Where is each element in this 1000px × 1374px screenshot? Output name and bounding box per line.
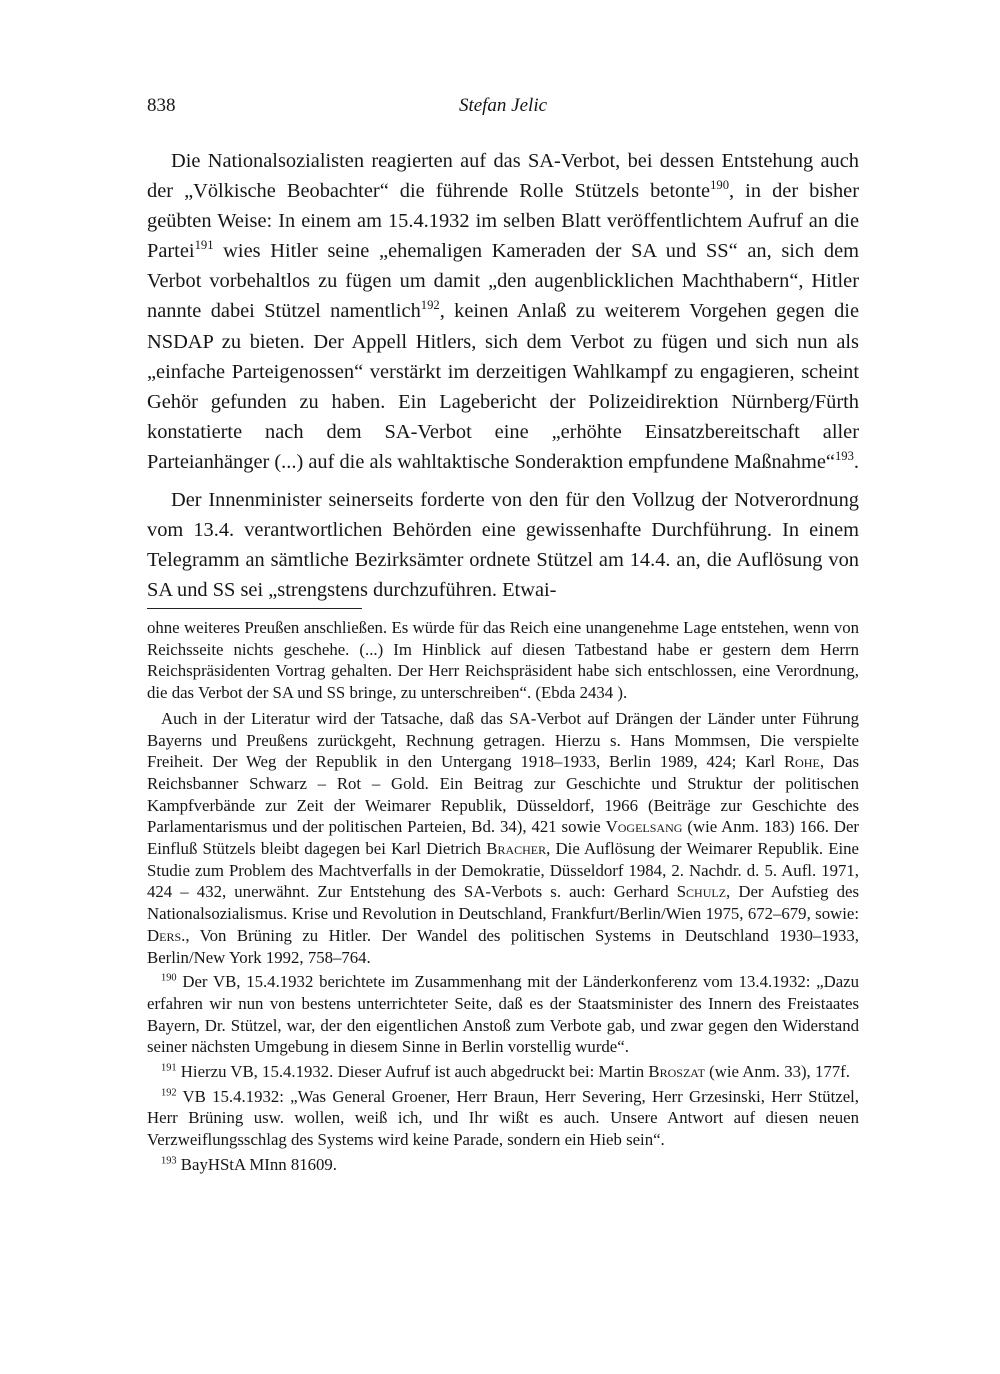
paragraph-2: Der Innenminister seinerseits forderte von den für den Vollzug der Notverordnung vom 13.4. verantwortlichen Behörden eine gewissenhafte Durchführung. In einem Telegramm an sämtliche Bezirksämter ordnete Stützel am 14.4. an, die Auflösung von SA und SS sei „strengstens durchzuführen. Etwai-: [147, 489, 859, 602]
footnote-text: Hierzu VB, 15.4.1932. Dieser Aufruf ist auch abgedruckt bei: Martin: [176, 1062, 649, 1082]
author-name: Bracher: [486, 839, 547, 859]
footnote-192: [147, 1086, 859, 1151]
text: Die Nationalsozialisten reagierten auf das SA-Verbot, bei dessen Entstehung auch der „Völkische Beobachter“ die führende Rolle Stützels betonte: [147, 150, 859, 203]
footnote-ref-190: 190: [710, 178, 730, 193]
footnote-number: 192: [161, 1087, 177, 1099]
author-name: Schulz: [676, 882, 727, 902]
author-name: Rohe: [783, 752, 820, 772]
page-header: [147, 95, 859, 125]
text: , Das Reichsbanner Schwarz – Rot – Gold. Ein Beitrag zur Geschichte und Struktur der politischen Kampfverbände zur Zeit der Weimarer Republik, Düsseldorf, 1966 (Beiträge zur Geschichte des Parlamentarismus und der politischen Parteien, Bd. 34), 421 sowie: [147, 752, 859, 837]
footnote-continuation: ohne weiteres Preußen anschließen. Es würde für das Reich eine unangenehme Lage entstehen, wenn von Reichsseite nichts geschehe. (...) Im Hinblick auf diesen Tatbestand habe er gestern dem Herrn Reichspräsidenten Vortrag gehalten. Der Herr Reichspräsident habe sich entschlossen, eine Verordnung, die das Verbot der SA und SS bringe, zu unterschreiben“. (Ebda 2434 ).: [147, 618, 859, 703]
footnote-ref-191: 191: [194, 238, 214, 253]
footnote-text: VB 15.4.1932: „Was General Groener, Herr Braun, Herr Severing, Herr Grzesinski, Herr Stützel, Herr Brüning usw. wollen, weiß ich, und Ihr wißt es auch. Unsere Antwort auf diesen neuen Verzweiflungsschlag des Systems wird keine Parade, sondern ein Hieb sein“.: [147, 1086, 859, 1150]
footnote-ref-192: 192: [420, 298, 440, 313]
footnote-191: [147, 1061, 859, 1083]
footnote-ref-193: 193: [834, 449, 854, 464]
footnotes: [147, 617, 859, 1179]
paragraph-1: [147, 146, 859, 477]
text: , keinen Anlaß zu weiterem Vorgehen gegen die NSDAP zu bieten. Der Appell Hitlers, sich dem Verbot zu fügen und sich nun als „einfache Parteigenossen“ verstärkt im derzeitigen Wahlkampf zu engagieren, scheint Gehör gefunden zu haben. Ein Lagebericht der Polizeidirektion Nürnberg/Fürth konstatierte nach dem SA-Verbot eine „erhöhte Einsatzbereitschaft aller Parteianhänger (...) auf die als wahltaktische Sonderaktion empfundene Maßnahme“: [147, 300, 859, 473]
page-number: 838: [147, 95, 176, 116]
text: , Die Auflösung der Weimarer Republik. Eine Studie zum Problem des Machtverfalls in der Demokratie, Düsseldorf 1984, 2. Nachdr. d. 5. Aufl. 1971, 424 – 432, unerwähnt. Zur Entstehung des SA-Verbots s. auch: Gerhard: [147, 839, 859, 902]
text: Auch in der Literatur wird der Tatsache, daß das SA-Verbot auf Drängen der Länder unter Führung Bayerns und Preußens zurückgeht, Rechnung getragen. Hierzu s. Hans Mommsen, Die verspielte Freiheit. Der Weg der Republik in den Untergang 1918–1933, Berlin 1989, 424; Karl: [147, 708, 859, 772]
footnote-text: (wie Anm. 33), 177f.: [704, 1062, 850, 1082]
footnote-number: 190: [161, 972, 177, 984]
text: , in der bisher geübten Weise: In einem am 15.4.1932 im selben Blatt veröffentlichtem Aufruf an die Partei: [147, 180, 859, 263]
running-head: Stefan Jelic: [458, 95, 548, 116]
author-name: Broszat: [648, 1062, 705, 1082]
footnote-193: [147, 1154, 859, 1176]
author-name: Vogelsang: [605, 817, 683, 837]
text: wies Hitler seine „ehemaligen Kameraden der SA und SS“ an, sich dem Verbot vorbehaltlos zu fügen um damit „den augenblicklichen Machthabern“, Hitler nannte dabei Stützel namentlich: [147, 240, 859, 323]
author-name: Ders.: [147, 925, 186, 945]
footnote-text: Der VB, 15.4.1932 berichtete im Zusammenhang mit der Länderkonferenz vom 13.4.1932: „Dazu erfahren wir nun von bestens unterrichteter Seite, daß es der Staatsminister des Innern des Freistaates Bayern, Dr. Stützel, war, der den eigentlichen Anstoß zum Verbote gab, und zwar gegen den Widerstand seiner nächsten Umgebung in diesem Sinne in Berlin vorstellig wurde“.: [147, 972, 859, 1057]
text: (wie Anm. 183) 166. Der Einfluß Stützels bleibt dagegen bei Karl Dietrich: [147, 817, 859, 859]
footnote-divider: [147, 608, 362, 609]
text: , Von Brüning zu Hitler. Der Wandel des politischen Systems in Deutschland 1930–1933, Berlin/New York 1992, 758–764.: [147, 925, 859, 967]
footnote-number: 191: [161, 1062, 177, 1074]
footnote-190: [147, 971, 859, 1058]
text: , Der Aufstieg des Nationalsozialismus. Krise und Revolution in Deutschland, Frankfurt/Berlin/Wien 1975, 672–679, sowie:: [147, 882, 859, 924]
footnote-literature: [147, 708, 859, 968]
text: .: [853, 450, 859, 473]
footnote-number: 193: [161, 1155, 177, 1167]
footnote-text: BayHStA MInn 81609.: [176, 1154, 337, 1174]
body-text: [147, 146, 859, 613]
